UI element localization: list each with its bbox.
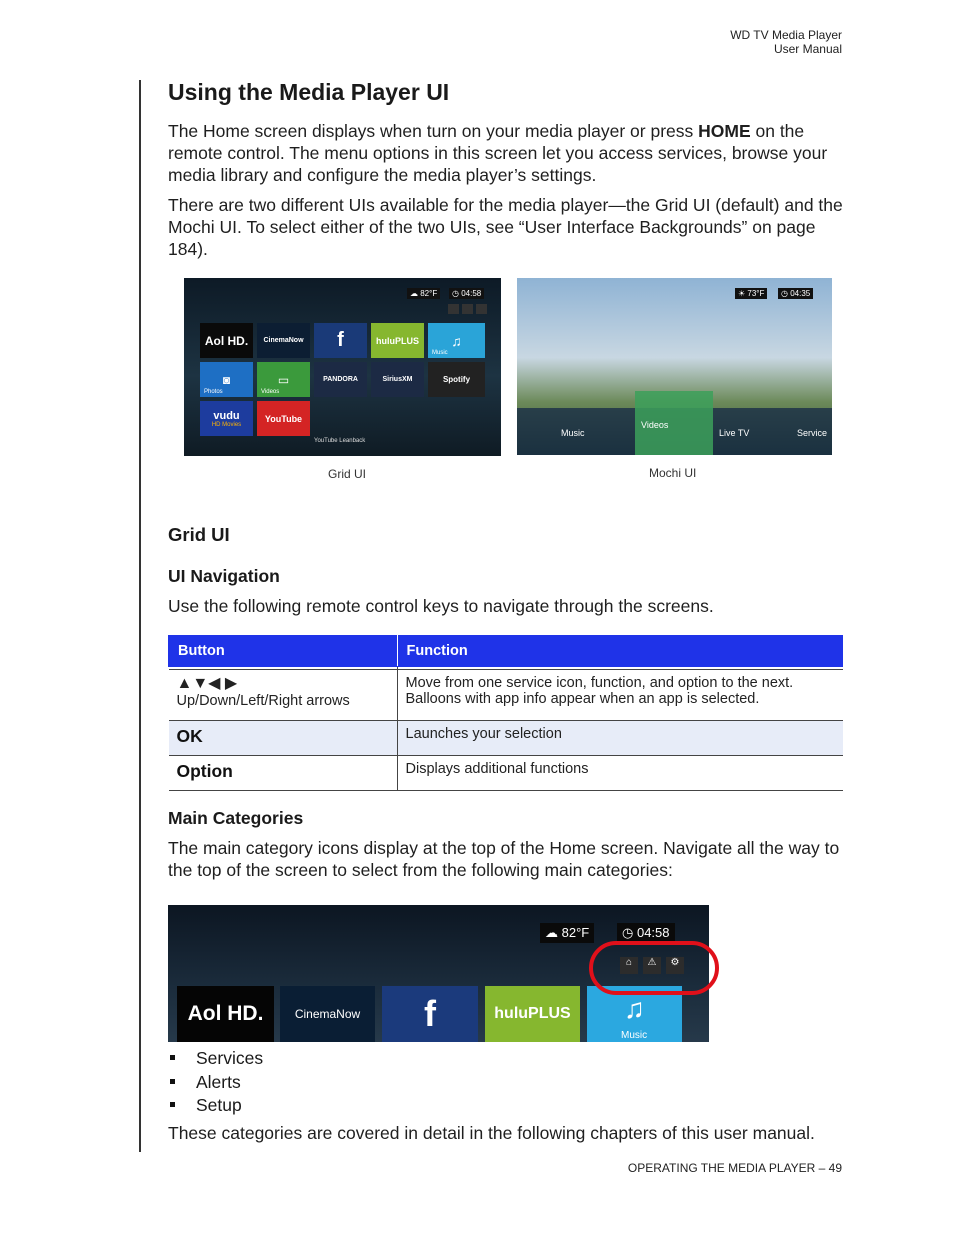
- footer-section: OPERATING THE MEDIA PLAYER: [627, 1161, 816, 1175]
- grid-clock: ◷ 04:58: [449, 288, 484, 299]
- intro-text-b: on the remote control. The menu options in this screen let you access services, browse your media library and configure the media player’s settings.: [168, 121, 828, 185]
- mochi-item-videos: Videos: [641, 420, 669, 430]
- grid-time: 04:58: [461, 289, 482, 298]
- page-number: 49: [828, 1161, 842, 1175]
- mochi-weather: ☀ 73°F: [735, 288, 767, 299]
- grid-weather: ☁ 82°F: [407, 288, 440, 299]
- mochi-temp: 73°F: [747, 289, 765, 298]
- strip-tile-facebook: f: [382, 986, 478, 1042]
- function-cell: Move from one service icon, function, and option to the next. Balloons with app info appear when an app is selected.: [397, 670, 843, 721]
- page-title: Using the Media Player UI: [168, 79, 450, 105]
- mochi-ui-screenshot: [517, 278, 832, 455]
- grid-tile-videos: [257, 362, 310, 397]
- arrow-keys-icon: ▲▼◀ ▶: [176, 675, 238, 692]
- grid-tile-photos: [200, 362, 253, 397]
- margin-rule: [139, 80, 141, 1152]
- list-item: Alerts: [168, 1071, 843, 1095]
- grid-tile-videos-label: Videos: [261, 389, 280, 395]
- main-intro: The main category icons display at the top of the Home screen. Navigate all the way to the top of the screen to select from the following main categories:: [168, 838, 840, 880]
- list-item: Services: [168, 1047, 843, 1071]
- services-icon: ⌂: [620, 957, 638, 974]
- setup-icon: ⚙: [666, 957, 684, 974]
- vudu-label: HD Movies: [211, 421, 242, 428]
- camera-icon: ◙: [222, 372, 231, 387]
- footer-separator: –: [815, 1161, 829, 1175]
- grid-tile-aol: Aol HD.: [200, 323, 253, 358]
- category-strip-wrapper: [168, 905, 728, 1045]
- alerts-icon: ⚠: [643, 957, 661, 974]
- table-row: [169, 721, 843, 756]
- function-cell: Launches your selection: [397, 721, 843, 756]
- strip-temp: 82°F: [561, 925, 590, 940]
- grid-tile-vudu: [200, 401, 253, 436]
- grid-tile-photos-label: Photos: [204, 389, 223, 395]
- mochi-time: 04:35: [790, 289, 811, 298]
- closing-paragraph: These categories are covered in detail in the following chapters of this user manual.: [168, 1122, 815, 1143]
- strip-clock: ◷ 04:58: [617, 923, 675, 943]
- strip-time: 04:58: [636, 925, 670, 940]
- grid-ui-caption: Grid UI: [328, 467, 367, 481]
- section-ui-navigation: UI Navigation: [168, 566, 280, 586]
- strip-tile-music-label: Music: [621, 1030, 648, 1041]
- key-cell: [169, 756, 398, 791]
- ok-key: OK: [176, 726, 203, 746]
- table-row: [169, 756, 843, 791]
- nav-intro: Use the following remote control keys to navigate through the screens.: [168, 596, 714, 616]
- function-cell: Displays additional functions: [397, 756, 843, 791]
- grid-tile-hulu: huluPLUS: [371, 323, 424, 358]
- key-cell: [169, 721, 398, 756]
- section-grid-ui: Grid UI: [168, 524, 230, 545]
- grid-tile-pandora: PANDORA: [314, 362, 367, 397]
- grid-tile-siriusxm: SiriusXM: [371, 362, 424, 397]
- music-note-icon: ♫: [451, 332, 462, 349]
- grid-ui-screenshot: [184, 278, 501, 456]
- grid-temp: 82°F: [420, 289, 438, 298]
- grid-tile-music-label: Music: [432, 350, 448, 356]
- ui-screenshots: [168, 278, 843, 503]
- home-key: HOME: [698, 121, 751, 141]
- table-row: [169, 670, 843, 721]
- col-function: Function: [397, 636, 843, 667]
- services-icon: [448, 304, 459, 314]
- list-item: Setup: [168, 1094, 843, 1118]
- mochi-item-service: Service: [797, 428, 828, 438]
- music-note-icon: ♫: [624, 993, 645, 1024]
- grid-category-icons: [448, 304, 492, 314]
- setup-icon: [476, 304, 487, 314]
- grid-tile-youtube: YouTube: [257, 401, 310, 436]
- header-doc: User Manual: [773, 42, 842, 56]
- running-header: [730, 28, 842, 56]
- grid-tile-spotify: Spotify: [428, 362, 485, 397]
- header-product: WD TV Media Player: [730, 28, 842, 42]
- grid-tile-cinemanow: CinemaNow: [257, 323, 310, 358]
- video-icon: ▭: [277, 372, 290, 387]
- col-button: Button: [169, 636, 398, 667]
- strip-weather: ☁ 82°F: [540, 923, 594, 943]
- section-main-categories: Main Categories: [168, 808, 304, 828]
- grid-tile-music: [428, 323, 485, 358]
- strip-tile-hulu: huluPLUS: [485, 986, 580, 1042]
- page-content: [168, 76, 843, 1152]
- intro-text-a: The Home screen displays when turn on your media player or press: [168, 121, 699, 141]
- highlight-circle: [589, 941, 719, 995]
- navigation-table: [168, 635, 843, 791]
- page-footer: [628, 1161, 842, 1175]
- arrow-keys-label: Up/Down/Left/Right arrows: [176, 693, 350, 709]
- strip-tile-aol: Aol HD.: [177, 986, 274, 1042]
- mochi-item-livetv: Live TV: [719, 428, 750, 438]
- key-cell: [169, 670, 398, 721]
- mochi-ui-caption: Mochi UI: [649, 466, 697, 480]
- category-list: [168, 1047, 843, 1118]
- table-header-row: [169, 636, 843, 667]
- grid-tile-facebook: f: [314, 323, 367, 358]
- intro-paragraph-1: [168, 120, 843, 186]
- mochi-item-music: Music: [561, 428, 585, 438]
- alerts-icon: [462, 304, 473, 314]
- strip-tile-cinemanow: CinemaNow: [280, 986, 375, 1042]
- intro-paragraph-2: There are two different UIs available for the media player—the Grid UI (default) and the Mochi UI. To select either of the two UIs, see “User Interface Backgrounds” on page 184).: [168, 195, 843, 259]
- vudu-logo: vudu: [213, 409, 240, 422]
- option-key: Option: [176, 761, 233, 781]
- grid-bottom-label: YouTube Leanback: [314, 438, 366, 444]
- mochi-clock: ◷ 04:35: [778, 288, 813, 299]
